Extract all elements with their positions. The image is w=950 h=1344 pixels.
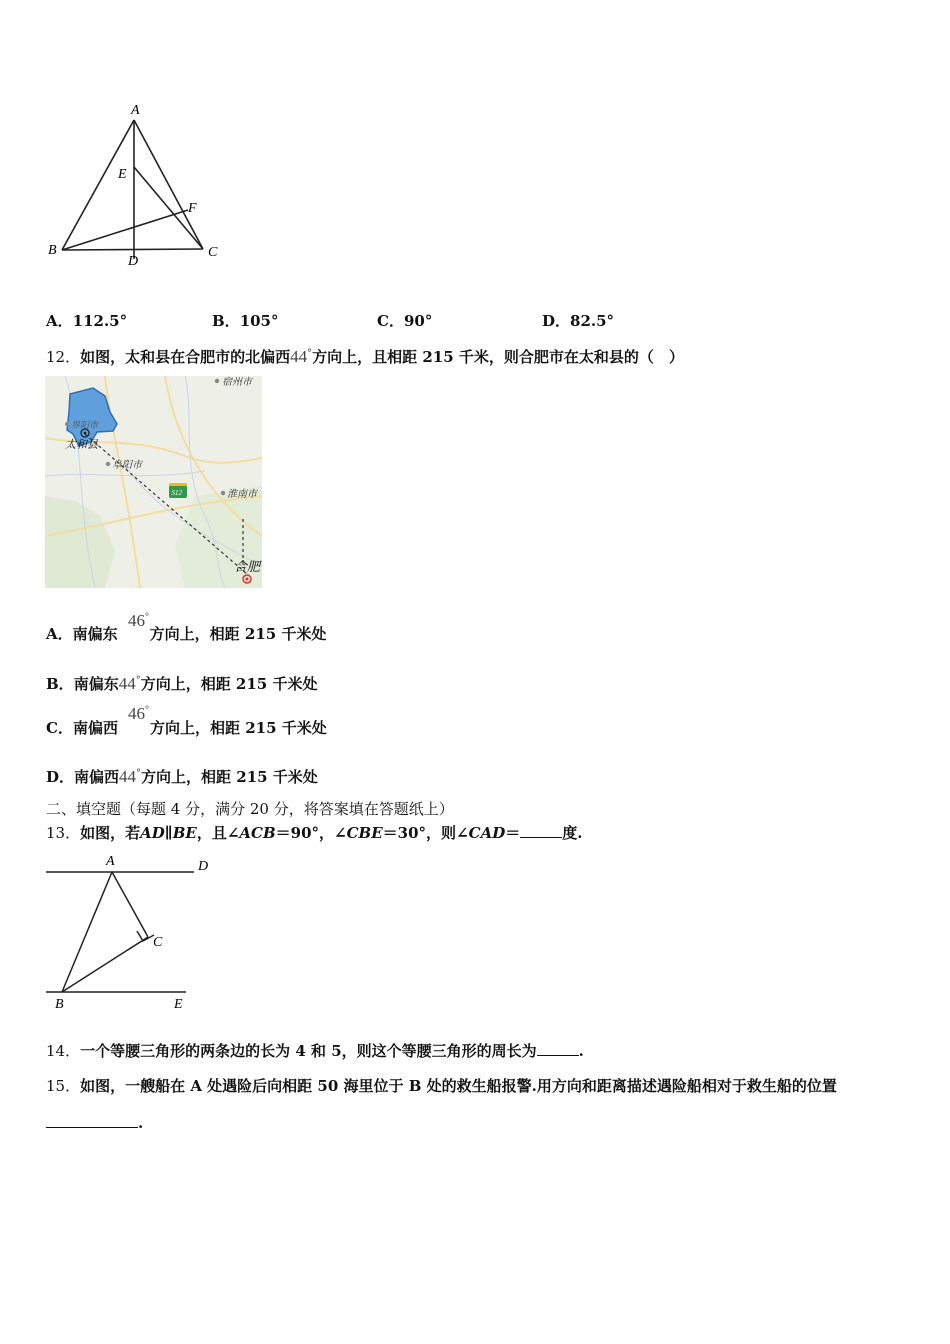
map-label-fuyang: 阜阳市 bbox=[112, 460, 142, 471]
angle-value: 46 bbox=[128, 611, 145, 630]
q13-math-1: AD∥BE bbox=[140, 824, 197, 842]
q13-text-2: ，且∠ bbox=[196, 824, 240, 842]
q13-text-4: ＝30°，则∠ bbox=[382, 824, 469, 842]
option-rest: 方向上，相距 215 千米处 bbox=[140, 675, 318, 693]
q13-text-6: 度. bbox=[562, 824, 583, 842]
point-label-c: C bbox=[153, 935, 163, 950]
question-number: 14． bbox=[46, 1042, 81, 1060]
q11-option-b bbox=[212, 311, 279, 331]
option-letter: A． bbox=[46, 625, 73, 643]
point-label-a: A bbox=[106, 854, 115, 869]
option-text: 82.5° bbox=[570, 312, 615, 330]
q14-text: 一个等腰三角形的两条边的长为 4 和 5，则这个等腰三角形的周长为 bbox=[80, 1042, 537, 1060]
option-letter: A． bbox=[46, 312, 73, 330]
point-label-b: B bbox=[55, 997, 64, 1012]
q11-option-c bbox=[377, 311, 432, 331]
option-letter: D． bbox=[542, 312, 571, 330]
q12-stem bbox=[46, 344, 684, 367]
option-letter: C． bbox=[377, 312, 404, 330]
degree-mark: ° bbox=[145, 611, 149, 623]
map-image bbox=[45, 376, 262, 588]
map-label-taihe: 太和县 bbox=[65, 439, 98, 451]
q12-text-before: 如图，太和县在合肥市的北偏西 bbox=[80, 348, 291, 366]
answer-blank[interactable] bbox=[46, 1113, 138, 1128]
q12-option-b bbox=[46, 671, 317, 694]
option-rest: 方向上，相距 215 千米处 bbox=[149, 719, 327, 737]
map-label-jieshou: 界阳市 bbox=[71, 420, 99, 430]
option-direction: 南偏东 bbox=[73, 675, 119, 693]
q12-option-c-angle bbox=[128, 704, 149, 724]
option-text: 112.5° bbox=[72, 312, 128, 330]
question-number: 13． bbox=[46, 824, 81, 842]
point-label-d: D bbox=[198, 859, 209, 874]
q12-angle: 44 bbox=[290, 347, 308, 366]
option-direction: 南偏西 bbox=[74, 768, 120, 786]
option-direction: 南偏西 bbox=[72, 719, 118, 737]
option-rest: 方向上，相距 215 千米处 bbox=[141, 768, 318, 786]
q12-option-a bbox=[46, 624, 326, 644]
angle-value: 44 bbox=[119, 767, 137, 786]
map-label-suzhou: 宿州市 bbox=[222, 377, 252, 388]
q14-stem bbox=[46, 1041, 584, 1061]
map-label-highway: S12 bbox=[171, 489, 182, 497]
section-heading: 二、填空题（每题 4 分，满分 20 分，将答案填在答题纸上） bbox=[46, 800, 454, 818]
point-label-e: E bbox=[118, 167, 127, 182]
option-letter: D． bbox=[46, 768, 75, 786]
q12-text-after: 方向上，且相距 215 千米，则合肥市在太和县的（ ） bbox=[312, 348, 684, 366]
point-label-d: D bbox=[128, 254, 139, 269]
option-letter: B． bbox=[212, 312, 240, 330]
point-label-f: F bbox=[188, 201, 197, 216]
map-label-hefei: 合肥 bbox=[234, 559, 261, 574]
map-label-huainan: 淮南市 bbox=[227, 489, 257, 500]
option-text: 90° bbox=[403, 312, 433, 330]
option-letter: C． bbox=[46, 719, 73, 737]
point-label-b: B bbox=[48, 243, 57, 258]
q15-answer-line bbox=[46, 1113, 143, 1133]
option-direction: 南偏东 bbox=[72, 625, 118, 643]
question-number: 15． bbox=[46, 1077, 81, 1095]
degree-mark: ° bbox=[145, 704, 149, 716]
question-number: 12． bbox=[46, 348, 81, 366]
q15-end: . bbox=[138, 1114, 144, 1132]
point-label-c: C bbox=[208, 245, 218, 260]
q13-text-5: ＝ bbox=[505, 824, 521, 842]
point-label-e: E bbox=[174, 997, 183, 1012]
parallel-lines-figure-q13 bbox=[40, 850, 230, 1015]
q13-stem bbox=[46, 823, 582, 843]
point-label-a: A bbox=[131, 103, 140, 118]
q11-option-a bbox=[46, 311, 127, 331]
q12-option-a-angle bbox=[128, 611, 149, 631]
q13-text-3: ＝90°，∠ bbox=[275, 824, 347, 842]
q15-stem bbox=[46, 1076, 837, 1096]
q13-text-1: 如图，若 bbox=[80, 824, 141, 842]
angle-value: 46 bbox=[128, 704, 145, 723]
q13-math-3: CBE bbox=[346, 824, 383, 842]
degree-mark: ° bbox=[135, 675, 141, 686]
q12-option-d bbox=[46, 764, 318, 787]
triangle-figure-q11 bbox=[40, 100, 230, 275]
option-text: 105° bbox=[239, 312, 279, 330]
q11-option-d bbox=[542, 311, 614, 331]
answer-blank[interactable] bbox=[537, 1041, 579, 1056]
q15-text: 如图，一艘船在 A 处遇险后向相距 50 海里位于 B 处的救生船报警.用方向和距离描述遇险船相对于救生船的位置 bbox=[80, 1077, 837, 1095]
degree-mark: ° bbox=[136, 768, 142, 779]
q12-option-c bbox=[46, 718, 327, 738]
q14-end: . bbox=[578, 1042, 584, 1060]
q13-math-2: ACB bbox=[239, 824, 276, 842]
q13-math-4: CAD bbox=[468, 824, 506, 842]
option-rest: 方向上，相距 215 千米处 bbox=[149, 625, 327, 643]
degree-mark: ° bbox=[307, 348, 313, 359]
answer-blank[interactable] bbox=[520, 823, 562, 838]
option-letter: B． bbox=[46, 675, 74, 693]
angle-value: 44 bbox=[118, 674, 136, 693]
